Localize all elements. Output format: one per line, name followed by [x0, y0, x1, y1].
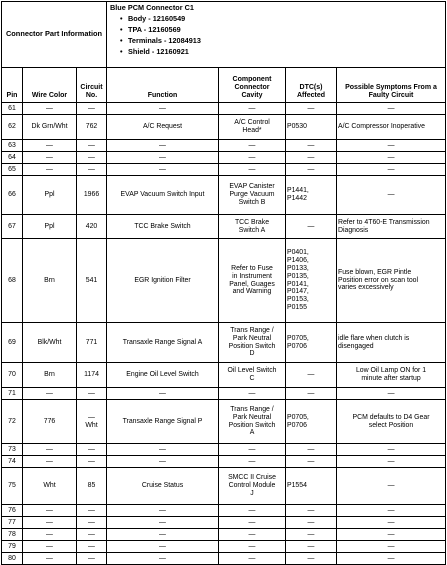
table-row: [2, 517, 446, 529]
wire-color-cell: —: [23, 444, 77, 456]
function-cell: EVAP Vacuum Switch Input: [107, 176, 219, 215]
table-row: [2, 400, 446, 444]
dtc-cell: —: [286, 444, 337, 456]
pin-cell: 62: [2, 115, 23, 140]
wire-color-cell: Wht: [23, 468, 77, 505]
pin-cell: 71: [2, 388, 23, 400]
cavity-cell: Trans Range / Park Neutral Position Switch D: [219, 323, 286, 363]
cavity-cell: —: [219, 553, 286, 565]
pin-cell: 70: [2, 363, 23, 388]
wire-color-cell: Dk Grn/Wht: [23, 115, 77, 140]
function-cell: Cruise Status: [107, 468, 219, 505]
connector-part-info-title: Connector Part Information: [2, 2, 107, 68]
cavity-cell: EVAP Canister Purge Vacuum Switch B: [219, 176, 286, 215]
part-text: Shield - 12160921: [128, 47, 189, 57]
dtc-cell: —: [286, 456, 337, 468]
pin-cell: 73: [2, 444, 23, 456]
table-row: [2, 444, 446, 456]
wire-color-cell: —: [23, 553, 77, 565]
cavity-cell: —: [219, 388, 286, 400]
symptoms-cell: A/C Compressor Inoperative: [337, 115, 446, 140]
connector-document: [1, 1, 445, 562]
wire-color-cell: Ppl: [23, 176, 77, 215]
circuit-number-cell: —: [77, 444, 107, 456]
part-text: Body - 12160549: [128, 14, 186, 24]
function-cell: —: [107, 388, 219, 400]
pin-cell: 65: [2, 164, 23, 176]
wire-color-cell: —: [23, 529, 77, 541]
symptoms-cell: PCM defaults to D4 Gear select Position: [337, 400, 446, 444]
function-cell: TCC Brake Switch: [107, 215, 219, 239]
dtc-cell: —: [286, 103, 337, 115]
function-cell: —: [107, 517, 219, 529]
symptoms-cell: —: [337, 152, 446, 164]
table-row: [2, 505, 446, 517]
table-row: [2, 553, 446, 565]
symptoms-cell: Low Oil Lamp ON for 1 minute after startup: [337, 363, 446, 388]
circuit-number-cell: —: [77, 456, 107, 468]
pin-cell: 74: [2, 456, 23, 468]
dtc-cell: —: [286, 215, 337, 239]
col-header-dtc: DTC(s) Affected: [286, 68, 337, 103]
dtc-cell: —: [286, 505, 337, 517]
dtc-cell: P0705, P0706: [286, 323, 337, 363]
wire-color-cell: —: [23, 505, 77, 517]
cavity-cell: Trans Range / Park Neutral Position Switch A: [219, 400, 286, 444]
connector-part-item: • Shield - 12160921: [120, 47, 189, 57]
cavity-cell: —: [219, 103, 286, 115]
pin-cell: 80: [2, 553, 23, 565]
circuit-number-cell: 1966: [77, 176, 107, 215]
symptoms-cell: —: [337, 553, 446, 565]
symptoms-cell: —: [337, 505, 446, 517]
circuit-number-cell: — Wht: [77, 400, 107, 444]
function-cell: —: [107, 505, 219, 517]
table-row: [2, 363, 446, 388]
dtc-cell: P0705, P0706: [286, 400, 337, 444]
function-cell: —: [107, 529, 219, 541]
cavity-cell: —: [219, 164, 286, 176]
pin-cell: 64: [2, 152, 23, 164]
circuit-number-cell: —: [77, 388, 107, 400]
symptoms-cell: —: [337, 529, 446, 541]
pin-cell: 69: [2, 323, 23, 363]
pin-cell: 72: [2, 400, 23, 444]
connector-part-item: • Terminals - 12084913: [120, 36, 201, 46]
connector-table: [1, 1, 446, 565]
circuit-number-cell: —: [77, 553, 107, 565]
connector-part-item: • TPA - 12160569: [120, 25, 181, 35]
pin-cell: 78: [2, 529, 23, 541]
function-cell: —: [107, 553, 219, 565]
col-header-circuit-no: Circuit No.: [77, 68, 107, 103]
cavity-cell: —: [219, 444, 286, 456]
cavity-cell: —: [219, 517, 286, 529]
pin-cell: 79: [2, 541, 23, 553]
wire-color-cell: Ppl: [23, 215, 77, 239]
dtc-cell: —: [286, 388, 337, 400]
function-cell: —: [107, 140, 219, 152]
cavity-cell: Oil Level Switch C: [219, 363, 286, 388]
table-row: [2, 140, 446, 152]
function-cell: Engine Oil Level Switch: [107, 363, 219, 388]
cavity-cell: —: [219, 505, 286, 517]
symptoms-cell: —: [337, 517, 446, 529]
col-header-cavity: Component Connector Cavity: [219, 68, 286, 103]
table-row: [2, 468, 446, 505]
circuit-number-cell: —: [77, 529, 107, 541]
part-text: Terminals - 12084913: [128, 36, 201, 46]
function-cell: —: [107, 164, 219, 176]
function-cell: EGR Ignition Filter: [107, 239, 219, 323]
pin-cell: 67: [2, 215, 23, 239]
table-row: [2, 176, 446, 215]
connector-part-item: • Body - 12160549: [120, 14, 186, 24]
function-cell: Transaxle Range Signal P: [107, 400, 219, 444]
pin-cell: 77: [2, 517, 23, 529]
col-header-pin: Pin: [2, 68, 23, 103]
pin-cell: 75: [2, 468, 23, 505]
dtc-cell: —: [286, 363, 337, 388]
connector-part-info: [107, 2, 446, 68]
table-row: [2, 164, 446, 176]
circuit-number-cell: 771: [77, 323, 107, 363]
wire-color-cell: —: [23, 152, 77, 164]
symptoms-cell: —: [337, 541, 446, 553]
cavity-cell: —: [219, 152, 286, 164]
function-cell: —: [107, 444, 219, 456]
cavity-cell: TCC Brake Switch A: [219, 215, 286, 239]
symptoms-cell: —: [337, 388, 446, 400]
symptoms-cell: —: [337, 468, 446, 505]
cavity-cell: —: [219, 541, 286, 553]
circuit-number-cell: 541: [77, 239, 107, 323]
symptoms-cell: Fuse blown, EGR Pintle Position error on scan tool varies excessively: [337, 239, 446, 323]
circuit-number-cell: 85: [77, 468, 107, 505]
table-row: [2, 239, 446, 323]
circuit-number-cell: —: [77, 152, 107, 164]
wire-color-cell: —: [23, 517, 77, 529]
dtc-cell: —: [286, 541, 337, 553]
dtc-cell: —: [286, 553, 337, 565]
table-row: [2, 215, 446, 239]
table-row: [2, 115, 446, 140]
wire-color-cell: —: [23, 140, 77, 152]
dtc-cell: P0401, P1406, P0133, P0135, P0141, P0147, P0153, P0155: [286, 239, 337, 323]
circuit-number-cell: 1174: [77, 363, 107, 388]
dtc-cell: P1441, P1442: [286, 176, 337, 215]
function-cell: —: [107, 456, 219, 468]
column-header-row: [2, 68, 446, 103]
symptoms-cell: —: [337, 176, 446, 215]
table-row: [2, 388, 446, 400]
wire-color-cell: —: [23, 456, 77, 468]
wire-color-cell: Brn: [23, 363, 77, 388]
circuit-number-cell: 420: [77, 215, 107, 239]
col-header-symptoms: Possible Symptoms From a Faulty Circuit: [337, 68, 446, 103]
dtc-cell: P1554: [286, 468, 337, 505]
dtc-cell: P0530: [286, 115, 337, 140]
pin-cell: 63: [2, 140, 23, 152]
table-row: [2, 456, 446, 468]
connector-parts-list: [110, 13, 442, 57]
col-header-function: Function: [107, 68, 219, 103]
pin-cell: 68: [2, 239, 23, 323]
wire-color-cell: —: [23, 103, 77, 115]
circuit-number-cell: 762: [77, 115, 107, 140]
cavity-cell: —: [219, 529, 286, 541]
part-text: TPA - 12160569: [128, 25, 181, 35]
cavity-cell: —: [219, 456, 286, 468]
wire-color-cell: —: [23, 164, 77, 176]
table-row: [2, 103, 446, 115]
function-cell: Transaxle Range Signal A: [107, 323, 219, 363]
wire-color-cell: Brn: [23, 239, 77, 323]
dtc-cell: —: [286, 517, 337, 529]
pin-cell: 66: [2, 176, 23, 215]
cavity-cell: A/C Control Head*: [219, 115, 286, 140]
wire-color-cell: Blk/Wht: [23, 323, 77, 363]
symptoms-cell: —: [337, 456, 446, 468]
circuit-number-cell: —: [77, 505, 107, 517]
dtc-cell: —: [286, 152, 337, 164]
symptoms-cell: —: [337, 444, 446, 456]
table-row: [2, 323, 446, 363]
connector-header-row: [2, 2, 446, 68]
circuit-number-cell: —: [77, 517, 107, 529]
wire-color-cell: —: [23, 541, 77, 553]
wire-color-cell: —: [23, 388, 77, 400]
circuit-number-cell: —: [77, 541, 107, 553]
dtc-cell: —: [286, 140, 337, 152]
table-row: [2, 541, 446, 553]
symptoms-cell: Refer to 4T60-E Transmission Diagnosis: [337, 215, 446, 239]
symptoms-cell: —: [337, 103, 446, 115]
circuit-number-cell: —: [77, 103, 107, 115]
table-row: [2, 529, 446, 541]
function-cell: —: [107, 152, 219, 164]
cavity-cell: —: [219, 140, 286, 152]
symptoms-cell: —: [337, 164, 446, 176]
dtc-cell: —: [286, 529, 337, 541]
pin-cell: 61: [2, 103, 23, 115]
cavity-cell: SMCC II Cruise Control Module J: [219, 468, 286, 505]
function-cell: A/C Request: [107, 115, 219, 140]
circuit-number-cell: —: [77, 140, 107, 152]
function-cell: —: [107, 103, 219, 115]
circuit-number-cell: —: [77, 164, 107, 176]
wire-color-cell: 776: [23, 400, 77, 444]
col-header-wire-color: Wire Color: [23, 68, 77, 103]
cavity-cell: Refer to Fuse in Instrument Panel, Guages and Warning: [219, 239, 286, 323]
dtc-cell: —: [286, 164, 337, 176]
symptoms-cell: idle flare when clutch is disengaged: [337, 323, 446, 363]
symptoms-cell: —: [337, 140, 446, 152]
function-cell: —: [107, 541, 219, 553]
pin-cell: 76: [2, 505, 23, 517]
connector-name: Blue PCM Connector C1: [110, 3, 194, 12]
table-row: [2, 152, 446, 164]
